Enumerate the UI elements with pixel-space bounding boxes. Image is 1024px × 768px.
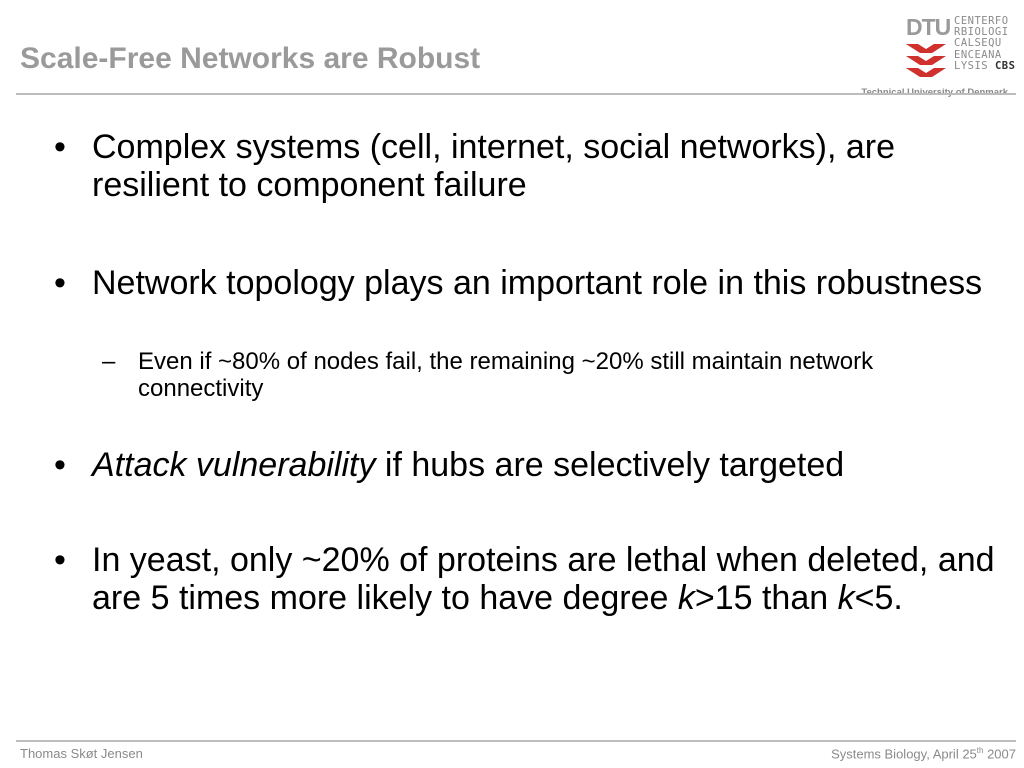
logo-line-last	[954, 61, 1015, 72]
bullet-text: Network topology plays an important role in this robustness	[92, 264, 983, 302]
cbs-wordmark: CBS	[994, 59, 1016, 72]
bullet-marker: •	[54, 264, 66, 302]
bullet-marker: •	[54, 128, 66, 166]
sub-bullet-text: Even if ~80% of nodes fail, the remaining ~20% still maintain network connectivity	[138, 348, 874, 402]
slide-title: Scale-Free Networks are Robust	[20, 42, 481, 75]
logo-line: CALSEQU	[954, 37, 1002, 50]
bullet-item	[54, 128, 1004, 204]
logo-line: LYSIS	[954, 59, 989, 72]
degree-variable: k	[837, 579, 855, 617]
bullet-item	[54, 264, 982, 302]
dtu-chevrons-icon	[906, 42, 946, 82]
bullet-item	[54, 446, 844, 484]
header-divider	[16, 93, 1016, 95]
bullet-emphasis: Attack vulnerability	[92, 446, 376, 484]
bullet-text: <5.	[854, 579, 903, 617]
bullet-text: In yeast, only ~20% of proteins are lethal when deleted, and are 5 times more likely to have degree	[92, 541, 995, 617]
bullet-text: if hubs are selectively targeted	[375, 446, 845, 484]
footer-event	[831, 746, 1016, 761]
bullet-marker: •	[54, 541, 66, 579]
bullet-marker: •	[54, 446, 66, 484]
footer-event-year: 2007	[983, 746, 1016, 762]
footer-divider	[16, 740, 1016, 742]
footer-event-text: Systems Biology, April 25	[831, 746, 977, 762]
logo-line: CENTERFO	[954, 15, 1009, 27]
sub-bullet-item	[54, 348, 1004, 402]
dtu-wordmark: DTU	[906, 14, 951, 40]
footer-event-sup: th	[976, 746, 984, 755]
logo-line: ENCEANA	[954, 48, 1002, 61]
dash-marker: –	[102, 348, 116, 375]
degree-variable: k	[677, 579, 695, 617]
bullet-text: >15 than	[694, 579, 838, 617]
footer-author: Thomas Skøt Jensen	[20, 746, 143, 761]
cbs-letter-block	[954, 16, 1015, 72]
dtu-cbs-logo	[900, 14, 1016, 86]
logo-line: RBIOLOGI	[954, 26, 1009, 39]
bullet-item	[54, 541, 1004, 617]
bullet-text: Complex systems (cell, internet, social networks), are resilient to component failure	[92, 128, 896, 204]
